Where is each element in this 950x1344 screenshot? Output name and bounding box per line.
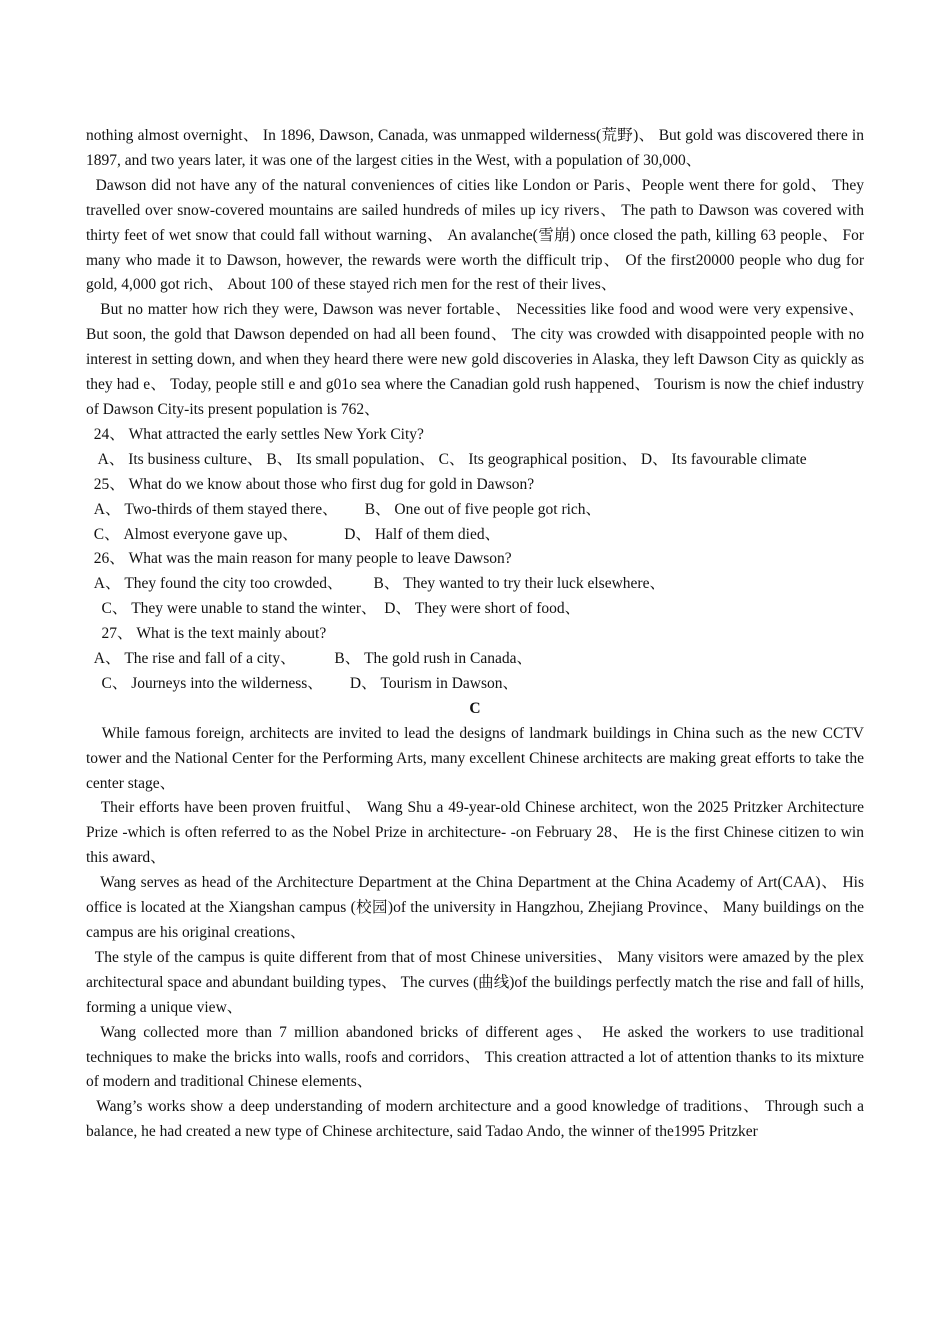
section-c-heading: C — [469, 699, 481, 717]
question-27-stem: 27、 What is the text mainly about? — [86, 625, 327, 643]
document-page — [86, 124, 864, 1145]
passage-c-paragraph: Wang serves as head of the Architecture Department at the China Department at the China Academy of Art(CAA)、 His office is located at the Xiangshan campus (校园)of the university in Hangzhou, Zhejiang Province、 Many buildings on the campus are his original creations、 — [86, 874, 864, 941]
question-24-stem: 24、 What attracted the early settles New York City? — [86, 425, 424, 443]
question-26-options-ab: A、 They found the city too crowded、 B、 They wanted to try their luck elsewhere、 — [86, 575, 665, 593]
question-25-options-cd: C、 Almost everyone gave up、 D、 Half of them died、 — [86, 525, 501, 543]
passage-c-paragraph: Wang collected more than 7 million abandoned bricks of different ages、 He asked the workers to use traditional techniques to make the bricks into walls, roofs and corridors、 This creation attracted a lot of attention thanks to its mixture of modern and traditional Chinese elements、 — [86, 1023, 864, 1091]
passage-b-paragraph: nothing almost overnight、 In 1896, Dawson, Canada, was unmapped wilderness(荒野)、 But gold was discovered there in 1897, and two years later, it was one of the largest cities in the West, with a population of 30,000、 — [86, 127, 864, 169]
question-27-options-ab: A、 The rise and fall of a city、 B、 The gold rush in Canada、 — [86, 650, 532, 668]
passage-c-paragraph: Wang’s works show a deep understanding of modern architecture and a good knowledge of traditions、 Through such a balance, he had created a new type of Chinese architecture, said Tadao Ando, the winner of the1995 Pritzker — [86, 1098, 864, 1141]
passage-c-paragraph: The style of the campus is quite different from that of most Chinese universities、 Many visitors were amazed by the plex architectural space and abundant building types、 The curves (曲线)of the buildings perfectly match the rise and fall of hills, forming a unique view、 — [86, 948, 864, 1016]
passage-c-paragraph: While famous foreign, architects are invited to lead the designs of landmark buildings in China such as the new CCTV tower and the National Center for the Performing Arts, many excellent Chinese architects are making great efforts to take the center stage、 — [86, 724, 864, 792]
passage-b-paragraph: Dawson did not have any of the natural conveniences of cities like London or Paris、People went there for gold、 They travelled over snow-covered mountains are sailed hundreds of miles up icy rivers、 The path to Dawson was covered with thirty feet of wet snow that could fall without warning、 An avalanche(雪崩) once closed the path, killing 63 people、 For many who made it to Dawson, however, the rewards were worth the difficult trip、 Of the first20000 people who dug for gold, 4,000 got rich、 About 100 of these stayed rich men for the rest of their lives、 — [86, 176, 864, 294]
question-26-options-cd: C、 They were unable to stand the winter、 D、 They were short of food、 — [86, 600, 581, 618]
passage-b-paragraph: But no matter how rich they were, Dawson was never fortable、 Necessities like food and wood were very expensive、 But soon, the gold that Dawson depended on had all been found、 The city was crowded with disappointed people with no interest in setting down, and when they heard there were new gold discoveries in Alaska, they left Dawson City as quickly as they had e、 Today, people still e and g01o sea where the Canadian gold rush happened、 Tourism is now the chief industry of Dawson City-its present population is 762、 — [86, 301, 864, 418]
question-27-options-cd: C、 Journeys into the wilderness、 D、 Tourism in Dawson、 — [86, 674, 519, 692]
question-25-stem: 25、 What do we know about those who first dug for gold in Dawson? — [86, 475, 535, 493]
question-26-stem: 26、 What was the main reason for many people to leave Dawson? — [86, 550, 512, 568]
question-25-options-ab: A、 Two-thirds of them stayed there、 B、 One out of five people got rich、 — [86, 500, 602, 518]
passage-c-paragraph: Their efforts have been proven fruitful、 Wang Shu a 49-year-old Chinese architect, won the 2025 Pritzker Architecture Prize -which is often referred to as the Nobel Prize in architecture- -on February 28、 He is the first Chinese citizen to win this award、 — [86, 799, 864, 867]
question-24-options: A、 Its business culture、 B、 Its small population、 C、 Its geographical position、 D、 Its favourable climate — [86, 450, 807, 468]
